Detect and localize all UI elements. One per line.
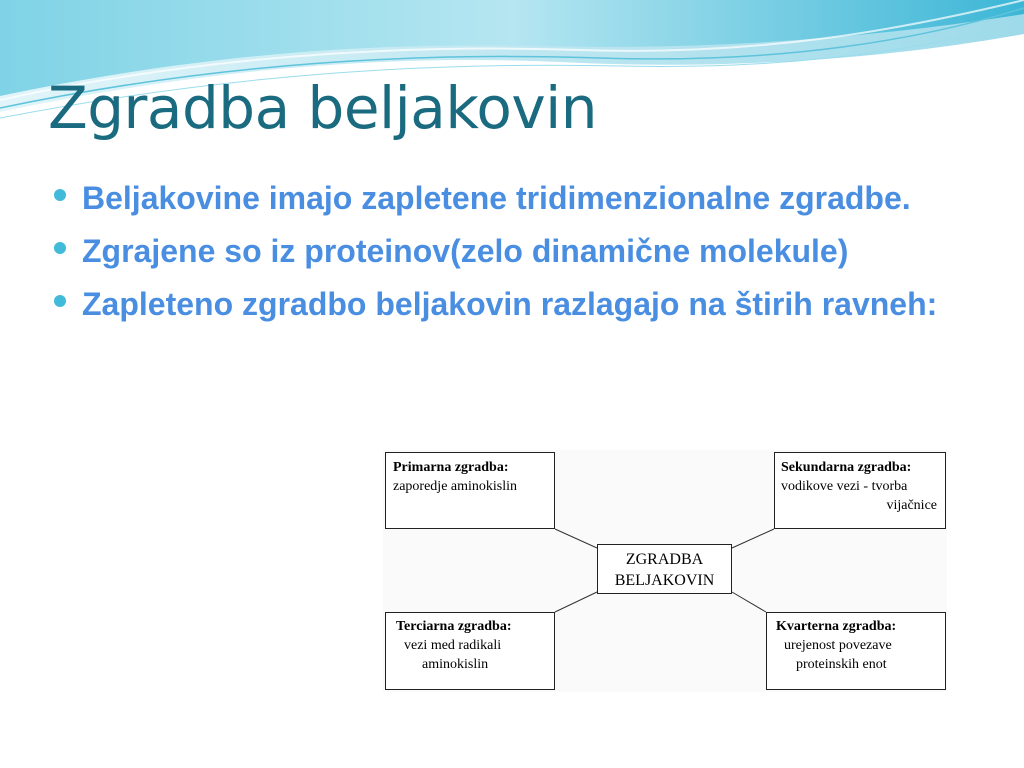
bullet-text: Beljakovine imajo zapletene tridimenzionalne zgradbe. [82, 180, 911, 216]
bullet-text: Zgrajene so iz proteinov(zelo dinamične molekule) [82, 233, 849, 269]
connector-secondary [732, 529, 774, 548]
bullet-dot-icon [54, 242, 66, 254]
primary-structure-box [385, 452, 555, 529]
tertiary-structure-text-2: aminokislin [422, 657, 489, 672]
bullet-list [52, 176, 992, 335]
connector-primary [555, 529, 597, 548]
protein-structure-diagram [383, 450, 947, 692]
secondary-structure-text: vodikove vezi - tvorba [781, 479, 908, 494]
quaternary-structure-box [766, 612, 946, 690]
primary-structure-heading: Primarna zgradba: [393, 460, 509, 475]
tertiary-structure-heading: Terciarna zgradba: [396, 619, 512, 634]
bullet-item [52, 176, 992, 221]
center-box-line2: BELJAKOVIN [614, 572, 715, 589]
secondary-structure-text-2: vijačnice [886, 498, 937, 513]
quaternary-structure-text: urejenost povezave [784, 638, 892, 653]
quaternary-structure-heading: Kvarterna zgradba: [776, 619, 897, 634]
tertiary-structure-text: vezi med radikali [404, 638, 502, 653]
center-box-line1: ZGRADBA [625, 551, 704, 568]
connector-quaternary [732, 592, 766, 612]
center-box [597, 544, 732, 594]
tertiary-structure-box [385, 612, 555, 690]
connector-tertiary [555, 592, 597, 612]
secondary-structure-heading: Sekundarna zgradba: [781, 460, 912, 475]
bullet-text: Zapleteno zgradbo beljakovin razlagajo na štirih ravneh: [82, 286, 938, 322]
secondary-structure-box [774, 452, 946, 529]
bullet-dot-icon [54, 189, 66, 201]
primary-structure-text: zaporedje aminokislin [393, 479, 518, 494]
quaternary-structure-text-2: proteinskih enot [796, 657, 887, 672]
bullet-dot-icon [54, 295, 66, 307]
bullet-item [52, 229, 992, 274]
bullet-item [52, 282, 992, 327]
slide-title: Zgradba beljakovin [48, 74, 598, 142]
